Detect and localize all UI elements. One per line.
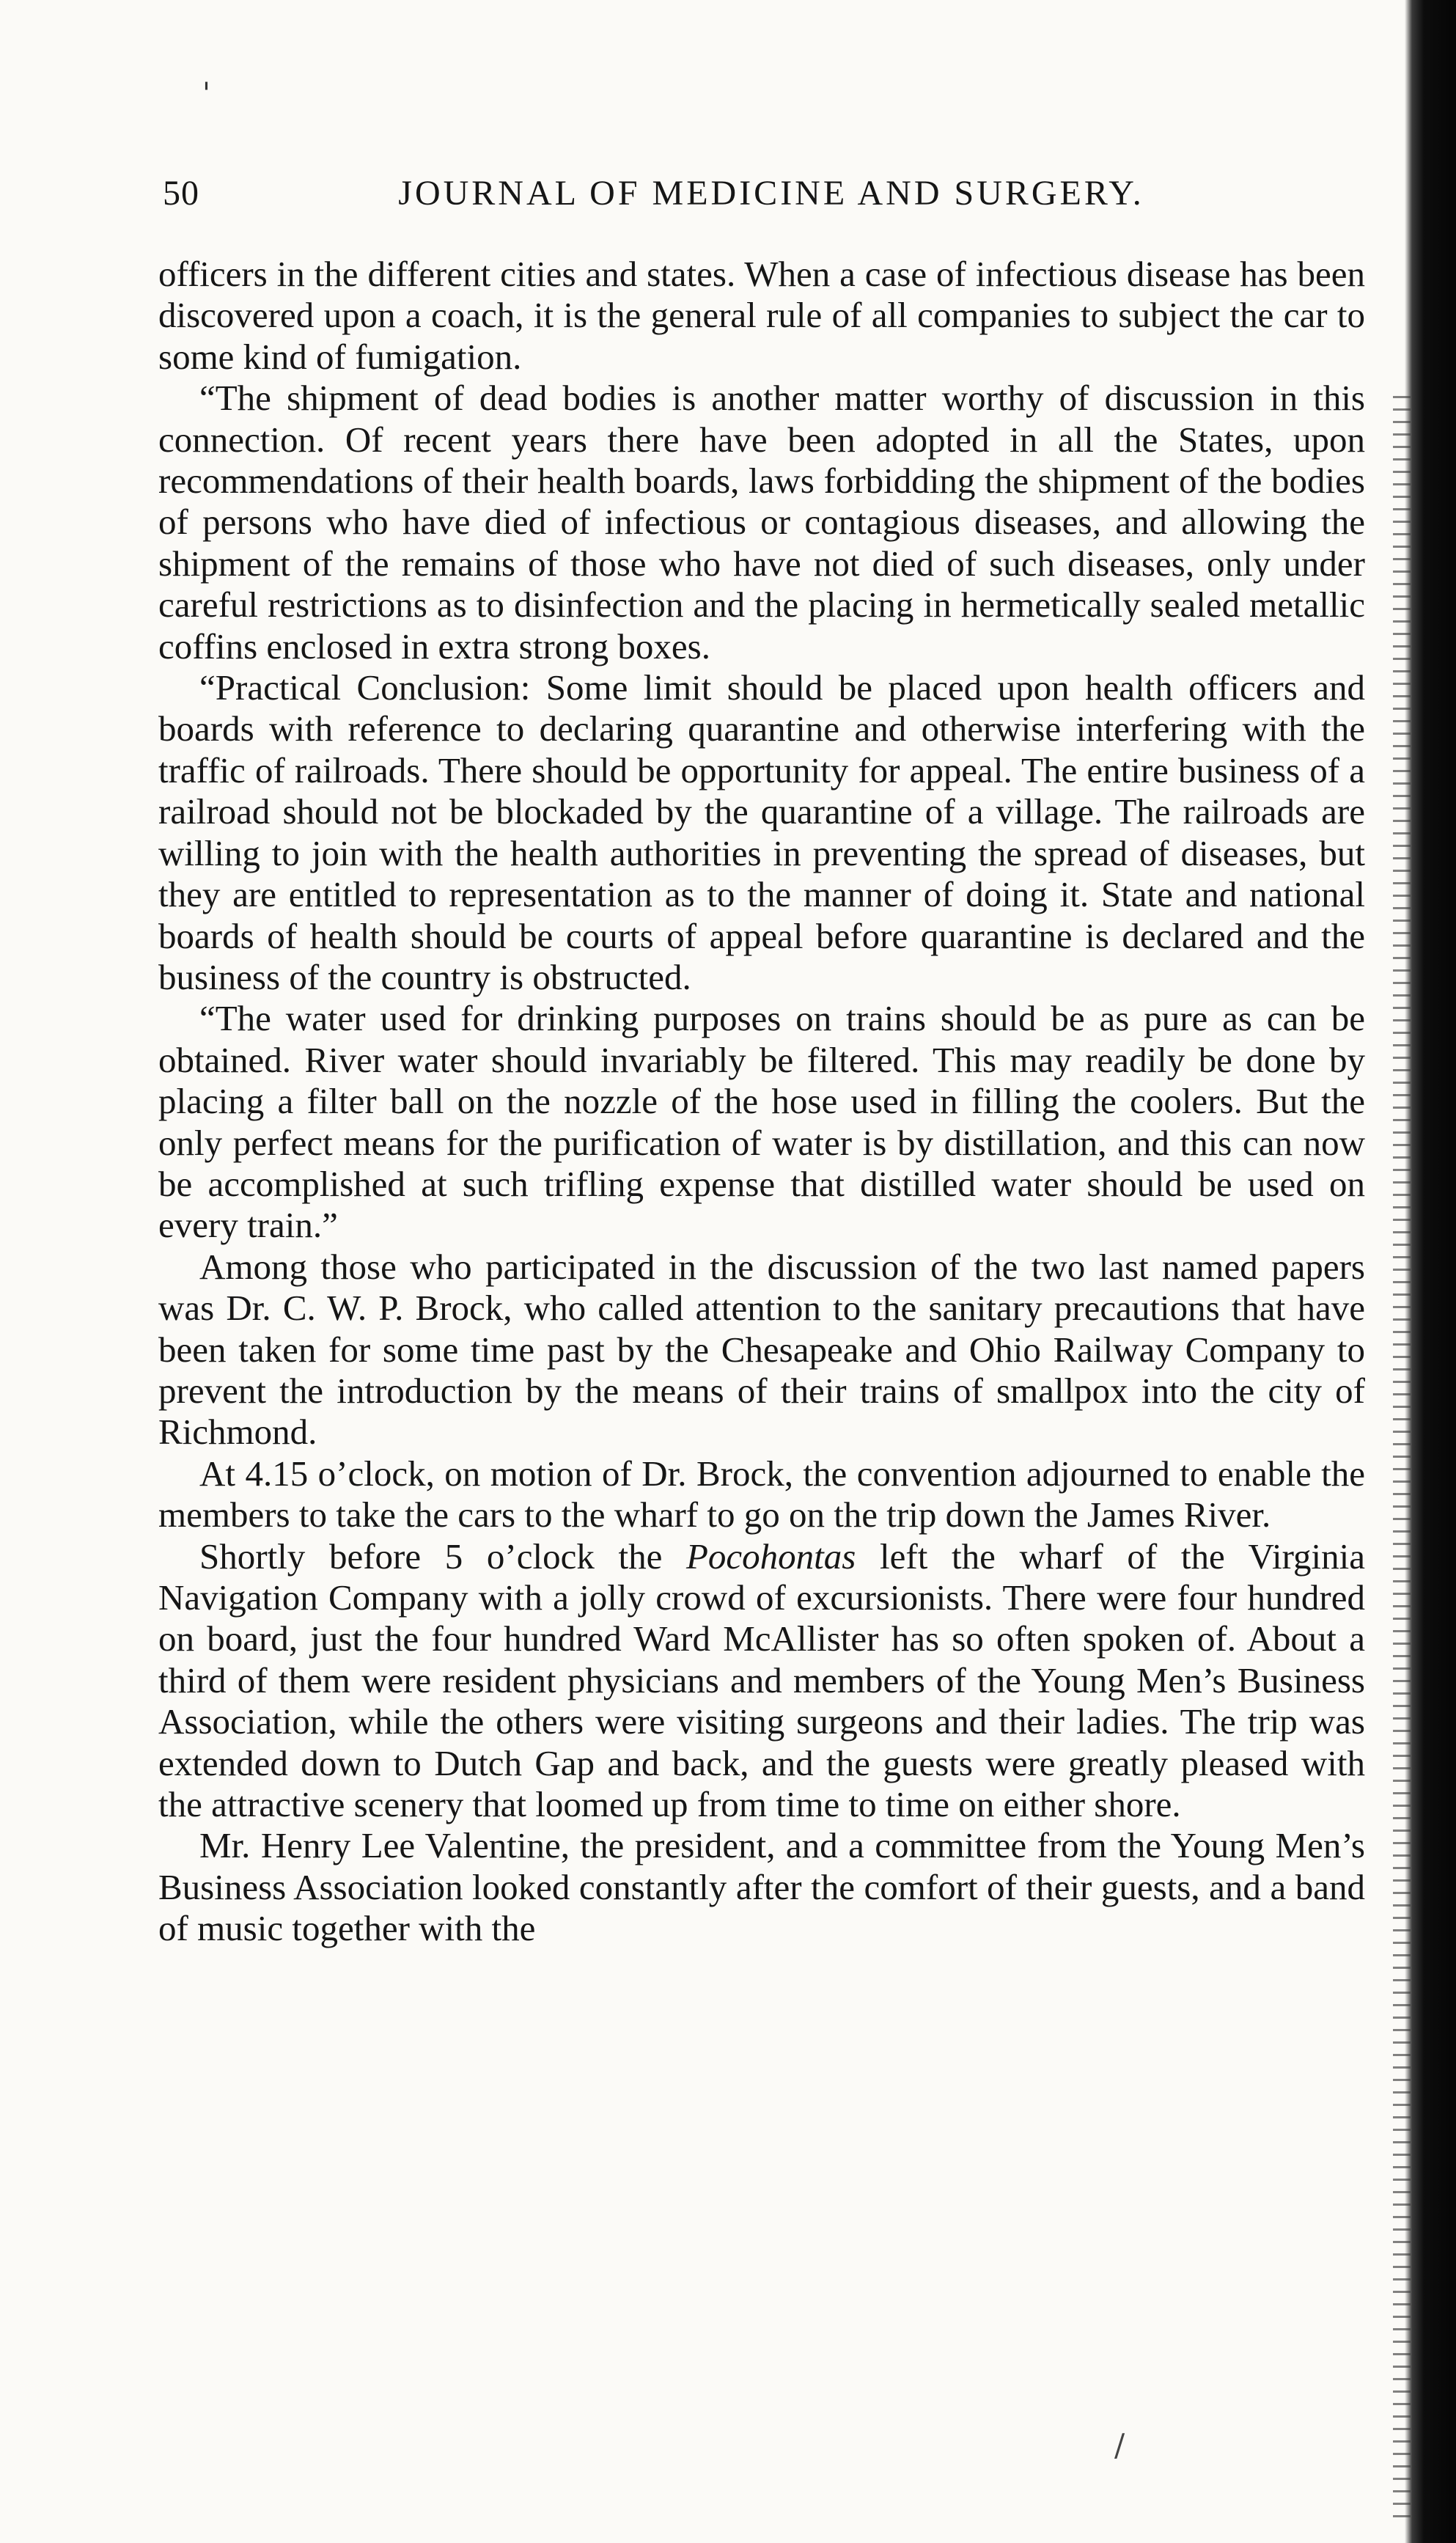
- paragraph-shipment-of-bodies: “The shipment of dead bodies is another matter worthy of discussion in this connection. Of recent years there have been adopted in all the States, upon recommendations of their health boards, laws forbidding the shipment of the bodies of persons who have died of infectious or contagious diseases, and allowing the shipment of the remains of those who have not died of such diseases, only under careful restrictions as to disinfection and the placing in hermetically sealed metallic coffins enclosed in extra strong boxes.: [158, 378, 1365, 667]
- paragraph-adjournment: At 4.15 o’clock, on motion of Dr. Brock, the convention adjourned to enable the members to take the cars to the wharf to go on the trip down the James River.: [158, 1453, 1365, 1535]
- page-number: 50: [163, 173, 199, 213]
- paragraph-discussion-brock: Among those who participated in the discussion of the two last named papers was Dr. C. W. P. Brock, who called attention to the sanitary precautions that have been taken for some time past by the Chesapeake and Ohio Railway Company to prevent the introduction by the means of their trains of smallpox into the city of Richmond.: [158, 1246, 1365, 1453]
- paragraph-valentine: Mr. Henry Lee Valentine, the president, and a committee from the Young Men’s Business Association looked constantly after the comfort of their guests, and a band of music together with the: [158, 1825, 1365, 1949]
- stray-ink-mark: ': [202, 77, 210, 111]
- running-head: [163, 167, 1380, 219]
- stray-ink-mark-bottom: /: [1114, 2427, 1125, 2463]
- text-segment: Shortly before 5 o’clock the: [199, 1535, 686, 1577]
- paragraph-continued: officers in the different cities and states. When a case of infectious disease has been discovered upon a coach, it is the general rule of all companies to subject the car to some kind of fumigation.: [158, 254, 1365, 377]
- paragraph-pocohontas-trip: [158, 1536, 1365, 1826]
- paragraph-drinking-water: “The water used for drinking purposes on trains should be as pure as can be obtained. River water should invariably be filtered. This may readily be done by placing a filter ball on the nozzle of the hose used in filling the coolers. But the only perfect means for the purification of water is by distillation, and this can now be accomplished at such trifling expense that distilled water should be used on every train.”: [158, 998, 1365, 1246]
- binding-edge-shadow: [1405, 0, 1456, 2543]
- paragraph-practical-conclusion: “Practical Conclusion: Some limit should be placed upon health officers and boards with reference to declaring quarantine and otherwise interfering with the traffic of railroads. There should be opportunity for appeal. The entire business of a railroad should not be blockaded by the quarantine of a village. The railroads are willing to join with the health authorities in preventing the spread of diseases, but they are entitled to representation as to the manner of doing it. State and national boards of health should be courts of appeal before quarantine is declared and the business of the country is obstructed.: [158, 667, 1365, 997]
- text-segment: left the wharf of the Virginia Navigation Company with a jolly crowd of excursionists. There were four hundred on board, just the four hundred Ward McAllister has so often spoken of. About a third of them were resident physicians and members of the Young Men’s Business Association, while the others were visiting surgeons and their ladies. The trip was extended down to Dutch Gap and back, and the guests were greatly pleased with the attractive scenery that loomed up from time to time on either shore.: [158, 1535, 1365, 1825]
- journal-title: JOURNAL OF MEDICINE AND SURGERY.: [398, 173, 1144, 213]
- body-text: [158, 254, 1365, 1950]
- ship-name: Pocohontas: [686, 1535, 856, 1577]
